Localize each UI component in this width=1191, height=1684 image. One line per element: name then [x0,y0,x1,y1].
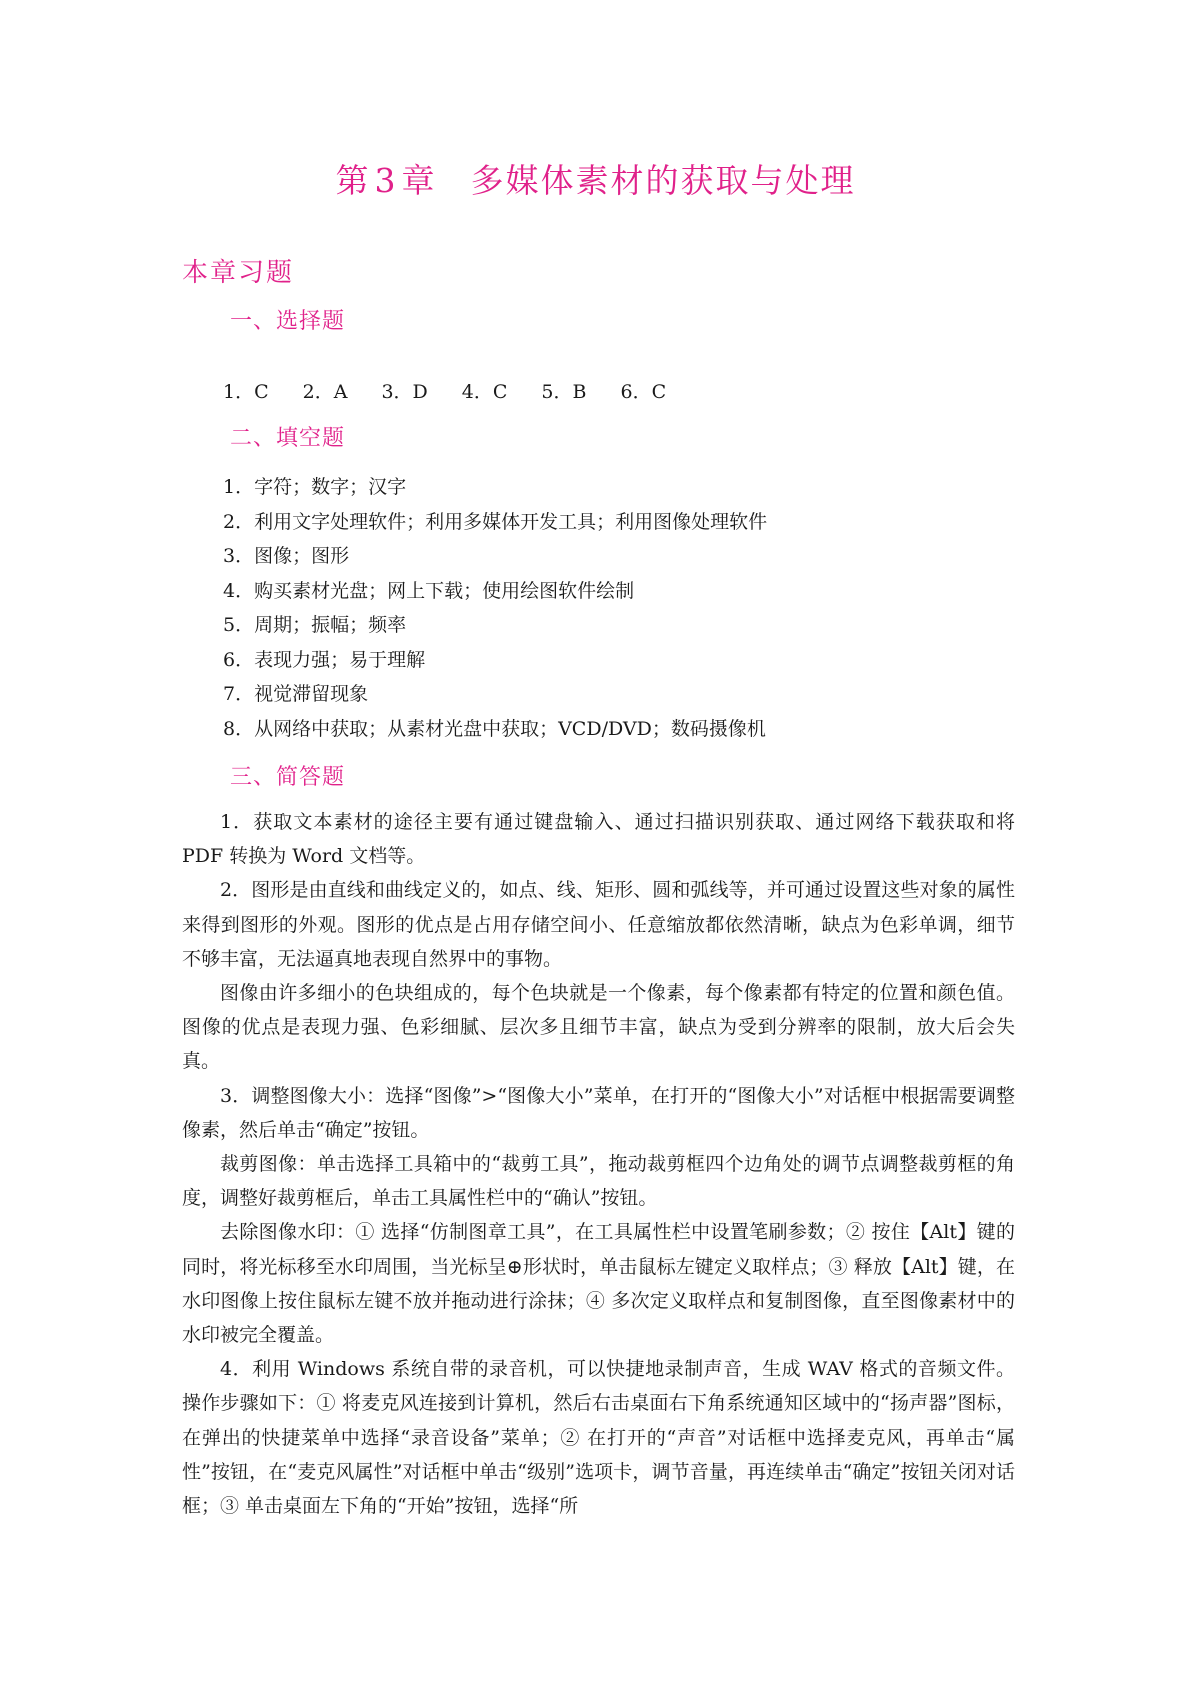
list-item: 8．从网络中获取；从素材光盘中获取；VCD/DVD；数码摄像机 [223,717,766,740]
chapter-prefix: 第 [335,161,371,200]
section-title: 本章习题 [182,258,295,288]
heading-choice-questions: 一、选择题 [230,309,346,334]
answer-item: 3．D [381,381,428,403]
paragraph: 裁剪图像：单击选择工具箱中的“裁剪工具”，拖动裁剪框四个边角处的调节点调整裁剪框的角度，调整好裁剪框后，单击工具属性栏中的“确认”按钮。 [182,1153,1015,1210]
heading-short-answer: 三、简答题 [230,765,346,790]
chapter-suffix: 章 [401,161,437,200]
answer-item: 1．C [223,381,269,403]
chapter-name: 多媒体素材的获取与处理 [470,161,856,200]
choice-answers [223,377,700,404]
answer-item: 5．B [541,381,587,403]
paragraph: 去除图像水印：① 选择“仿制图章工具”，在工具属性栏中设置笔刷参数；② 按住【Alt】键的同时，将光标移至水印周围，当光标呈⊕形状时，单击鼠标左键定义取样点；③ 释放【Alt】键，在水印图像上按住鼠标左键不放并拖动进行涂抹；④ 多次定义取样点和复制图像，直至图像素材中的水印被完全覆盖。 [182,1221,1015,1347]
paragraph: 图像由许多细小的色块组成的，每个色块就是一个像素，每个像素都有特定的位置和颜色值。图像的优点是表现力强、色彩细腻、层次多且细节丰富，缺点为受到分辨率的限制，放大后会失真。 [182,982,1015,1073]
list-item: 3．图像；图形 [223,545,350,567]
answer-item: 2．A [302,381,348,403]
list-item: 5．周期；振幅；频率 [223,614,407,636]
chapter-number: 3 [374,161,398,200]
list-item: 4．购买素材光盘；网上下载；使用绘图软件绘制 [223,579,635,602]
answer-item: 6．C [620,381,667,403]
list-item: 7．视觉滞留现象 [223,683,369,705]
fill-blank-list [223,470,767,746]
paragraph: 1．获取文本素材的途径主要有通过键盘输入、通过扫描识别获取、通过网络下载获取和将 PDF 转换为 Word 文档等。 [182,811,1015,868]
answer-item: 4．C [461,381,508,403]
short-answer-body [182,805,1015,1523]
heading-fill-blank: 二、填空题 [230,426,346,451]
paragraph: 2．图形是由直线和曲线定义的，如点、线、矩形、圆和弧线等，并可通过设置这些对象的属性来得到图形的外观。图形的优点是占用存储空间小、任意缩放都依然清晰，缺点为色彩单调，细节不够丰富，无法逼真地表现自然界中的事物。 [182,879,1015,970]
list-item: 1．字符；数字；汉字 [223,476,407,498]
paragraph: 3．调整图像大小：选择“图像”>“图像大小”菜单，在打开的“图像大小”对话框中根据需要调整像素，然后单击“确定”按钮。 [182,1084,1015,1141]
list-item: 6．表现力强；易于理解 [223,648,426,671]
list-item: 2．利用文字处理软件；利用多媒体开发工具；利用图像处理软件 [223,510,768,533]
paragraph: 4．利用 Windows 系统自带的录音机，可以快捷地录制声音，生成 WAV 格式的音频文件。操作步骤如下：① 将麦克风连接到计算机，然后右击桌面右下角系统通知区域中的“扬声器”图标，在弹出的快捷菜单中选择“录音设备”菜单；② 在打开的“声音”对话框中选择麦克风，再单击“属性”按钮，在“麦克风属性”对话框中单击“级别”选项卡，调节音量，再连续单击“确定”按钮关闭对话框；③ 单击桌面左下角的“开始”按钮，选择“所 [182,1358,1015,1518]
chapter-title [0,155,1191,202]
